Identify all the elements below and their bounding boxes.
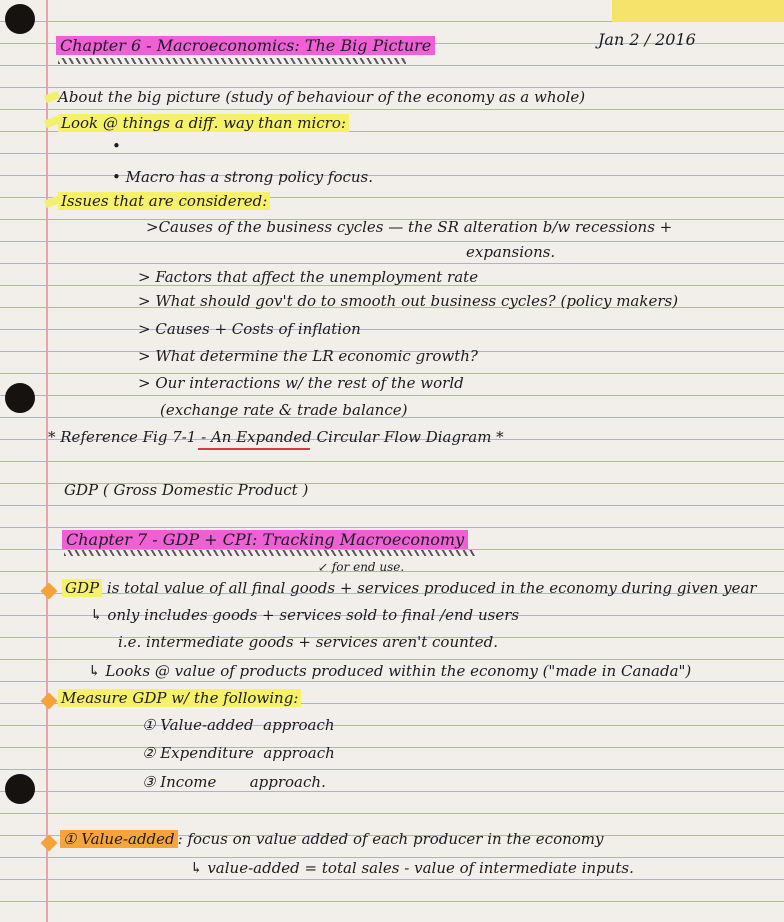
issue-item: > Causes + Costs of inflation — [138, 320, 361, 338]
issue-item: > What should gov't do to smooth out business cycles? (policy makers) — [138, 292, 679, 310]
value-added-text: : focus on value added of each producer in the economy — [177, 830, 604, 848]
approach-item: ③ Income approach. — [142, 773, 326, 791]
issue-item: >Causes of the business cycles — the SR alteration b/w recessions + — [146, 218, 673, 236]
highlight-mark — [41, 693, 58, 710]
issue-item: > Factors that affect the unemployment rate — [138, 268, 479, 286]
gdp-definition: GDP ( Gross Domestic Product ) — [64, 481, 309, 499]
ie-line: i.e. intermediate goods + services aren't counted. — [118, 633, 499, 651]
issue-item: expansions. — [466, 243, 556, 261]
look-line: Look @ things a diff. way than micro: — [58, 113, 349, 133]
value-added-line — [60, 829, 604, 849]
only-includes-line: ↳ only includes goods + services sold to final /end users — [90, 606, 520, 624]
gdp-definition-line — [62, 578, 757, 598]
gdp-definition-text: is total value of all final goods + services produced in the economy during given year — [106, 579, 757, 597]
highlight-mark — [41, 583, 58, 600]
highlight-mark — [41, 835, 58, 852]
reference-line: * Reference Fig 7-1 - An Expanded Circular Flow Diagram * — [48, 428, 504, 446]
binder-hole — [5, 4, 35, 34]
chapter-6-title: Chapter 6 - Macroeconomics: The Big Picture — [56, 36, 435, 56]
title-underline — [58, 58, 406, 64]
measure-heading: Measure GDP w/ the following: — [58, 688, 301, 708]
bullet: • — [112, 137, 121, 155]
red-underline — [198, 448, 310, 450]
chapter-7-title: Chapter 7 - GDP + CPI: Tracking Macroeconomy — [62, 530, 468, 550]
issues-heading: Issues that are considered: — [58, 191, 270, 211]
issue-item: > Our interactions w/ the rest of the world — [138, 374, 464, 392]
title-underline — [64, 550, 476, 556]
looks-at-line: ↳ Looks @ value of products produced within the economy ("made in Canada") — [88, 662, 692, 680]
policy-line: • Macro has a strong policy focus. — [112, 168, 374, 186]
issue-item: > What determine the LR economic growth? — [138, 347, 478, 365]
gdp-label: GDP — [62, 579, 102, 597]
sticky-note — [612, 0, 784, 22]
about-line: About the big picture (study of behaviour of the economy as a whole) — [58, 88, 586, 106]
approach-item: ① Value-added approach — [142, 716, 335, 734]
date: Jan 2 / 2016 — [598, 30, 696, 49]
binder-hole — [5, 774, 35, 804]
issue-item: (exchange rate & trade balance) — [160, 401, 408, 419]
margin-note: ↙ for end use. — [318, 560, 405, 574]
binder-hole — [5, 383, 35, 413]
value-added-label: ① Value-added — [60, 830, 178, 848]
approach-item: ② Expenditure approach — [142, 744, 335, 762]
value-added-formula: ↳ value-added = total sales - value of intermediate inputs. — [190, 859, 634, 877]
